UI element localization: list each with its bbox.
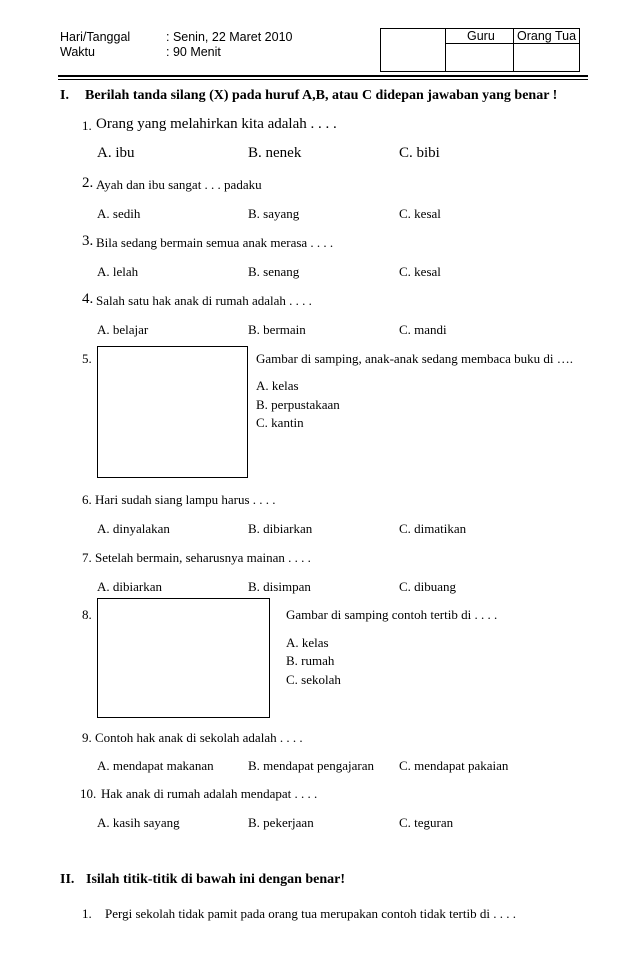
option-c[interactable]: C. bibi: [399, 145, 440, 161]
header-divider: [58, 75, 588, 77]
option-a[interactable]: A. sedih: [97, 206, 141, 221]
option-a[interactable]: A. kelas: [286, 635, 329, 650]
question-number: 3.: [82, 233, 94, 249]
question-number: 7.: [82, 550, 92, 565]
question-text: Setelah bermain, seharusnya mainan . . . .: [95, 550, 311, 565]
option-a[interactable]: A. ibu: [97, 145, 135, 161]
option-b[interactable]: B. sayang: [248, 206, 300, 221]
time-label: Waktu: [60, 45, 95, 59]
question-number: 9.: [82, 730, 92, 745]
option-b[interactable]: B. perpustakaan: [256, 397, 340, 412]
question-number: 6.: [82, 492, 92, 507]
option-a[interactable]: A. dinyalakan: [97, 521, 170, 536]
option-c[interactable]: C. mendapat pakaian: [399, 758, 509, 773]
option-b[interactable]: B. dibiarkan: [248, 521, 313, 536]
header-divider: [58, 79, 588, 80]
question-image-placeholder: [97, 346, 248, 478]
question-text: Gambar di samping, anak-anak sedang membaca buku di ….: [256, 351, 573, 366]
option-c[interactable]: C. dimatikan: [399, 521, 467, 536]
ortu-signature-field[interactable]: [514, 44, 579, 71]
guru-signature-field[interactable]: [446, 44, 513, 71]
question-number: 1.: [82, 906, 92, 921]
question-text: Ayah dan ibu sangat . . . padaku: [96, 177, 262, 192]
question-number: 4.: [82, 291, 94, 307]
guru-header: Guru: [467, 29, 495, 43]
option-b[interactable]: B. nenek: [248, 145, 302, 161]
option-a[interactable]: A. dibiarkan: [97, 579, 162, 594]
question-text: Gambar di samping contoh tertib di . . . .: [286, 607, 498, 622]
option-a[interactable]: A. mendapat makanan: [97, 758, 214, 773]
ortu-header: Orang Tua: [517, 29, 577, 43]
section-numeral: II.: [60, 872, 75, 887]
option-b[interactable]: B. rumah: [286, 653, 335, 668]
option-b[interactable]: B. pekerjaan: [248, 815, 314, 830]
option-a[interactable]: A. kasih sayang: [97, 815, 180, 830]
option-a[interactable]: A. kelas: [256, 378, 299, 393]
score-table: [380, 28, 580, 72]
question-text: Hari sudah siang lampu harus . . . .: [95, 492, 276, 507]
question-number: 1.: [82, 118, 92, 133]
question-number: 2.: [82, 175, 94, 191]
option-c[interactable]: C. kantin: [256, 415, 304, 430]
question-number: 5.: [82, 351, 92, 366]
question-text: Salah satu hak anak di rumah adalah . . . .: [96, 293, 312, 308]
question-text: Hak anak di rumah adalah mendapat . . . .: [101, 786, 318, 801]
option-b[interactable]: B. senang: [248, 264, 300, 279]
option-c[interactable]: C. dibuang: [399, 579, 457, 594]
section-numeral: I.: [60, 88, 69, 103]
option-c[interactable]: C. mandi: [399, 322, 447, 337]
option-b[interactable]: B. disimpan: [248, 579, 311, 594]
question-text: Contoh hak anak di sekolah adalah . . . .: [95, 730, 303, 745]
option-b[interactable]: B. bermain: [248, 322, 306, 337]
question-text: Orang yang melahirkan kita adalah . . . .: [96, 116, 337, 132]
date-label: Hari/Tanggal: [60, 30, 131, 44]
time-value: : 90 Menit: [166, 45, 221, 59]
section-title: Berilah tanda silang (X) pada huruf A,B, atau C didepan jawaban yang benar !: [85, 88, 558, 103]
question-number: 10.: [80, 786, 97, 801]
option-b[interactable]: B. mendapat pengajaran: [248, 758, 374, 773]
option-c[interactable]: C. kesal: [399, 206, 441, 221]
option-a[interactable]: A. belajar: [97, 322, 149, 337]
option-c[interactable]: C. teguran: [399, 815, 454, 830]
question-image-placeholder: [97, 598, 270, 718]
question-text: Bila sedang bermain semua anak merasa . . . .: [96, 235, 334, 250]
question-number: 8.: [82, 607, 92, 622]
date-value: : Senin, 22 Maret 2010: [166, 30, 293, 44]
option-c[interactable]: C. kesal: [399, 264, 441, 279]
section-title: Isilah titik-titik di bawah ini dengan benar!: [86, 872, 346, 887]
option-a[interactable]: A. lelah: [97, 264, 139, 279]
option-c[interactable]: C. sekolah: [286, 672, 341, 687]
question-text: Pergi sekolah tidak pamit pada orang tua merupakan contoh tidak tertib di . . . .: [105, 906, 516, 921]
